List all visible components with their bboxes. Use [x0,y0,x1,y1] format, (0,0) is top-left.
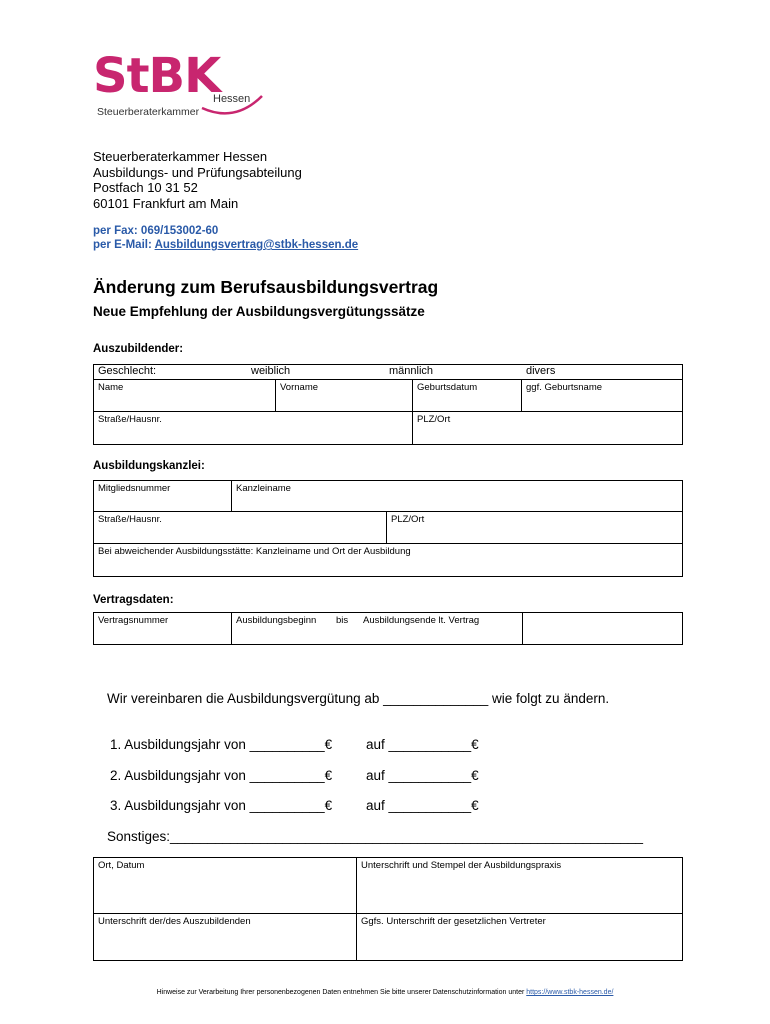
field-office-plz[interactable] [386,511,683,544]
field-label: Unterschrift und Stempel der Ausbildungspraxis [361,860,562,871]
address-line: Postfach 10 31 52 [93,180,198,195]
year-3-to[interactable]: auf ___________€ [366,798,479,813]
field-label: ggf. Geburtsname [526,382,603,393]
section-office-heading: Ausbildungskanzlei: [93,460,205,472]
agreement-intro: Wir vereinbaren die Ausbildungsvergütung ab ______________ wie folgt zu ändern. [107,691,610,706]
field-vertragsnummer[interactable] [93,612,232,645]
year-1-from[interactable]: 1. Ausbildungsjahr von __________€ [110,737,333,752]
field-unterschrift-vertreter[interactable] [356,913,683,961]
gender-label: Geschlecht: [98,365,157,377]
field-label: Ggfs. Unterschrift der gesetzlichen Vertreter [361,916,546,927]
gender-row [93,364,683,380]
field-label: Bei abweichender Ausbildungsstätte: Kanzleiname und Ort der Ausbildung [98,546,411,557]
year-1-to[interactable]: auf ___________€ [366,737,479,752]
field-strasse[interactable] [93,411,413,445]
field-label: Mitgliedsnummer [98,483,171,494]
year-2-to[interactable]: auf ___________€ [366,768,479,783]
address-line: Ausbildungs- und Prüfungsabteilung [93,164,302,180]
gender-option-weiblich[interactable]: weiblich [251,365,291,377]
field-kanzleiname[interactable] [231,480,683,512]
field-geburtsdatum[interactable] [412,379,522,412]
sonstiges-field[interactable]: Sonstiges:_______________________________________________________________ [107,829,644,844]
field-label: bis [336,615,349,626]
gender-option-maennlich[interactable]: männlich [389,365,434,377]
field-ausbildungszeitraum[interactable] [231,612,523,645]
field-label: Straße/Hausnr. [98,514,162,525]
field-label: Unterschrift der/des Auszubildenden [98,916,251,927]
field-label: PLZ/Ort [391,514,425,525]
field-name[interactable] [93,379,276,412]
field-label: Name [98,382,124,393]
footer-link[interactable]: https://www.stbk-hessen.de/ [526,989,614,996]
field-ort-datum[interactable] [93,857,357,914]
year-3-from[interactable]: 3. Ausbildungsjahr von __________€ [110,798,333,813]
footer-text: Hinweise zur Verarbeitung Ihrer personenbezogenen Daten entnehmen Sie bitte unserer Datenschutzinformation unter [156,989,527,996]
gender-option-divers[interactable]: divers [526,365,556,377]
field-ausbildungsende[interactable] [522,612,683,645]
contact-block [93,224,358,252]
field-label: Straße/Hausnr. [98,414,162,425]
logo-stbk: StBK [93,48,221,104]
field-label: Ort, Datum [98,860,145,871]
field-vorname[interactable] [275,379,413,412]
field-plz[interactable] [412,411,683,445]
field-label: Geburtsdatum [417,382,478,393]
email-link[interactable]: Ausbildungsvertrag@stbk-hessen.de [154,239,359,251]
logo-hessen: Hessen [213,93,251,105]
email-prefix: per E-Mail: [93,239,155,251]
page-title: Änderung zum Berufsausbildungsvertrag [93,277,439,297]
address-line: 60101 Frankfurt am Main [93,195,239,211]
address-block [93,149,302,211]
logo-subtitle: Steuerberaterkammer [97,106,200,118]
page-subtitle: Neue Empfehlung der Ausbildungsvergütungssätze [93,304,425,319]
field-abweichend[interactable] [93,543,683,577]
field-label: Kanzleiname [236,483,291,494]
address-line: Steuerberaterkammer Hessen [93,149,268,164]
section-contract-heading: Vertragsdaten: [93,594,174,606]
field-unterschrift-azubi[interactable] [93,913,357,961]
field-label: Vertragsnummer [98,615,169,626]
year-2-from[interactable]: 2. Ausbildungsjahr von __________€ [110,768,333,783]
field-unterschrift-praxis[interactable] [356,857,683,914]
field-label: Ausbildungsende lt. Vertrag [363,615,480,626]
field-label: PLZ/Ort [417,414,451,425]
field-label: Vorname [280,382,319,393]
fax-number: per Fax: 069/153002-60 [93,225,219,237]
field-mitgliedsnummer[interactable] [93,480,232,512]
field-geburtsname[interactable] [521,379,683,412]
section-trainee-heading: Auszubildender: [93,343,184,355]
field-label: Ausbildungsbeginn [236,615,317,626]
field-office-strasse[interactable] [93,511,387,544]
footer-note [0,989,770,996]
